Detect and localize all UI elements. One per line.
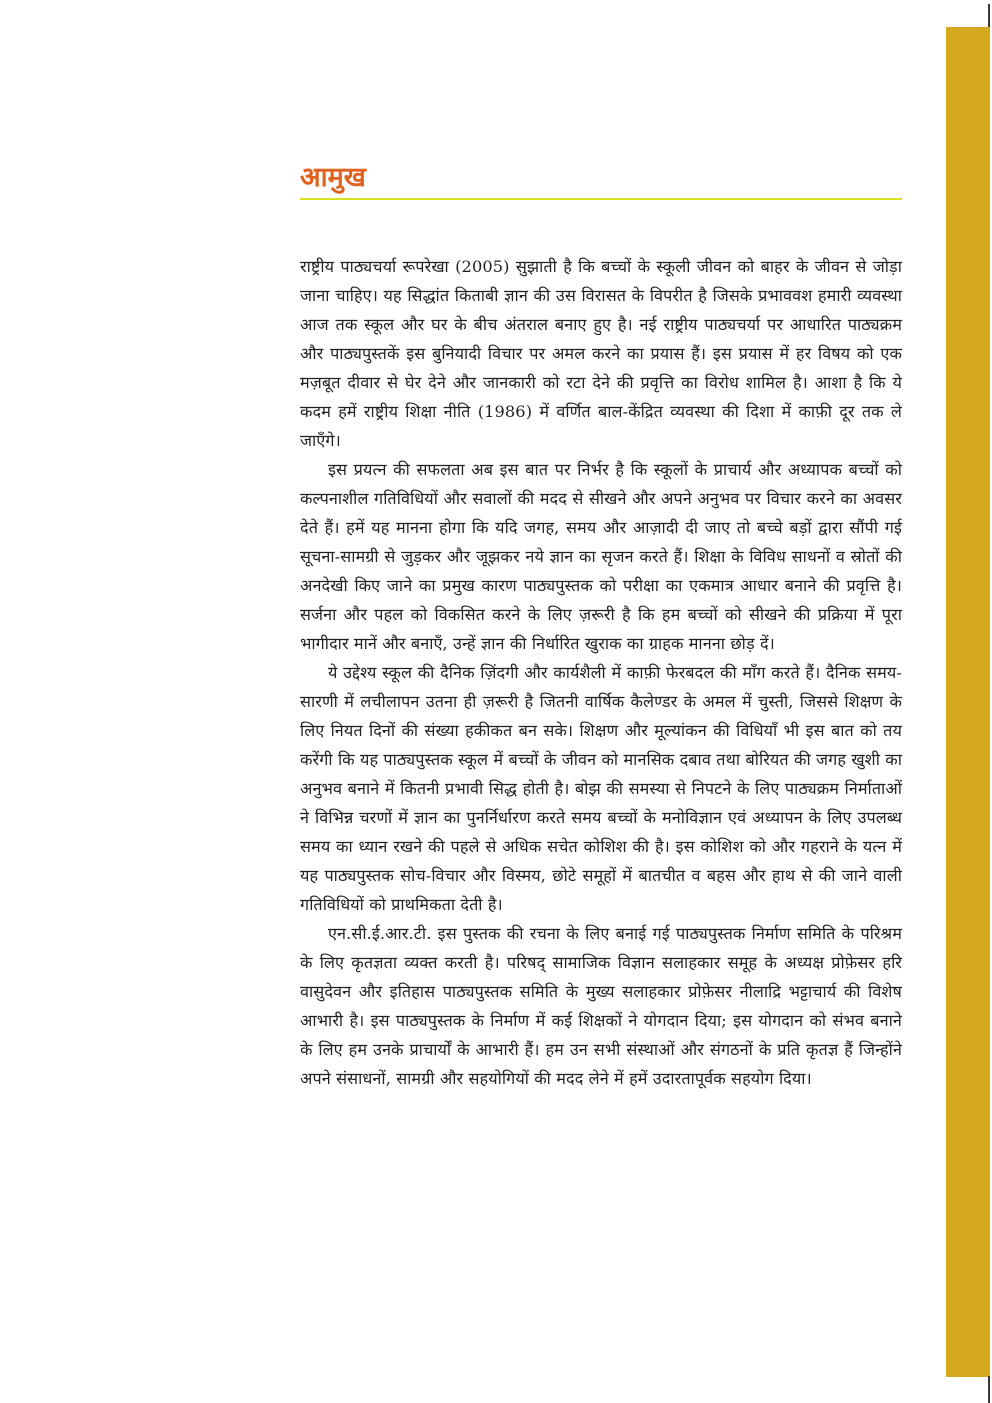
chapter-side-band: [946, 27, 990, 1377]
foreword-content: [300, 160, 902, 1093]
paragraph-3: ये उद्देश्य स्कूल की दैनिक ज़िंदगी और कार्यशैली में काफ़ी फेरबदल की माँग करते हैं। दैनिक समय-सारणी में लचीलापन उतना ही ज़रूरी है जितनी वार्षिक कैलेण्डर के अमल में चुस्ती, जिससे शिक्षण के लिए नियत दिनों की संख्या हकीकत बन सके। शिक्षण और मूल्यांकन की विधियाँ भी इस बात को तय करेंगी कि यह पाठ्यपुस्तक स्कूल में बच्चों के जीवन को मानसिक दबाव तथा बोरियत की जगह खुशी का अनुभव बनाने में कितनी प्रभावी सिद्ध होती है। बोझ की समस्या से निपटने के लिए पाठ्यक्रम निर्माताओं ने विभिन्न चरणों में ज्ञान का पुनर्निर्धारण करते समय बच्चों के मनोविज्ञान एवं अध्यापन के लिए उपलब्ध समय का ध्यान रखने की पहले से अधिक सचेत कोशिश की है। इस कोशिश को और गहराने के यत्न में यह पाठ्यपुस्तक सोच-विचार और विस्मय, छोटे समूहों में बातचीत व बहस और हाथ से की जाने वाली गतिविधियों को प्राथमिकता देती है।: [300, 663, 902, 914]
foreword-body: [300, 252, 902, 1093]
paragraph-1: राष्ट्रीय पाठ्यचर्या रूपरेखा (2005) सुझाती है कि बच्चों के स्कूली जीवन को बाहर के जीवन से जोड़ा जाना चाहिए। यह सिद्धांत किताबी ज्ञान की उस विरासत के विपरीत है जिसके प्रभाववश हमारी व्यवस्था आज तक स्कूल और घर के बीच अंतराल बनाए हुए है। नई राष्ट्रीय पाठ्यचर्या पर आधारित पाठ्यक्रम और पाठ्यपुस्तकें इस बुनियादी विचार पर अमल करने का प्रयास हैं। इस प्रयास में हर विषय को एक मज़बूत दीवार से घेर देने और जानकारी को रटा देने की प्रवृत्ति का विरोध शामिल है। आशा है कि ये कदम हमें राष्ट्रीय शिक्षा नीति (1986) में वर्णित बाल-केंद्रित व्यवस्था की दिशा में काफ़ी दूर तक ले जाएँगे।: [300, 257, 902, 450]
paragraph-2: इस प्रयत्न की सफलता अब इस बात पर निर्भर है कि स्कूलों के प्राचार्य और अध्यापक बच्चों को कल्पनाशील गतिविधियों और सवालों की मदद से सीखने और अपने अनुभव पर विचार करने का अवसर देते हैं। हमें यह मानना होगा कि यदि जगह, समय और आज़ादी दी जाए तो बच्चे बड़ों द्वारा सौंपी गई सूचना-सामग्री से जुड़कर और जूझकर नये ज्ञान का सृजन करते हैं। शिक्षा के विविध साधनों व स्रोतों की अनदेखी किए जाने का प्रमुख कारण पाठ्यपुस्तक को परीक्षा का एकमात्र आधार बनाने की प्रवृत्ति है। सर्जना और पहल को विकसित करने के लिए ज़रूरी है कि हम बच्चों को सीखने की प्रक्रिया में पूरा भागीदार मानें और बनाएँ, उन्हें ज्ञान की निर्धारित खुराक का ग्राहक मानना छोड़ दें।: [300, 460, 902, 653]
paragraph-4: एन.सी.ई.आर.टी. इस पुस्तक की रचना के लिए बनाई गई पाठ्यपुस्तक निर्माण समिति के परिश्रम के लिए कृतज्ञता व्यक्त करती है। परिषद् सामाजिक विज्ञान सलाहकार समूह के अध्यक्ष प्रोफ़ेसर हरि वासुदेवन और इतिहास पाठ्यपुस्तक समिति के मुख्य सलाहकार प्रोफ़ेसर नीलाद्रि भट्टाचार्य की विशेष आभारी है। इस पाठ्यपुस्तक के निर्माण में कई शिक्षकों ने योगदान दिया; इस योगदान को संभव बनाने के लिए हम उनके प्राचार्यों के आभारी हैं। हम उन सभी संस्थाओं और संगठनों के प्रति कृतज्ञ हैं जिन्होंने अपने संसाधनों, सामग्री और सहयोगियों की मदद लेने में हमें उदारतापूर्वक सहयोग दिया।: [300, 924, 902, 1088]
page-edge-line-top: [988, 4, 990, 28]
page-title: आमुख: [300, 162, 366, 193]
page-edge-line-bottom: [988, 1376, 990, 1403]
title-underline-divider: [300, 198, 902, 200]
